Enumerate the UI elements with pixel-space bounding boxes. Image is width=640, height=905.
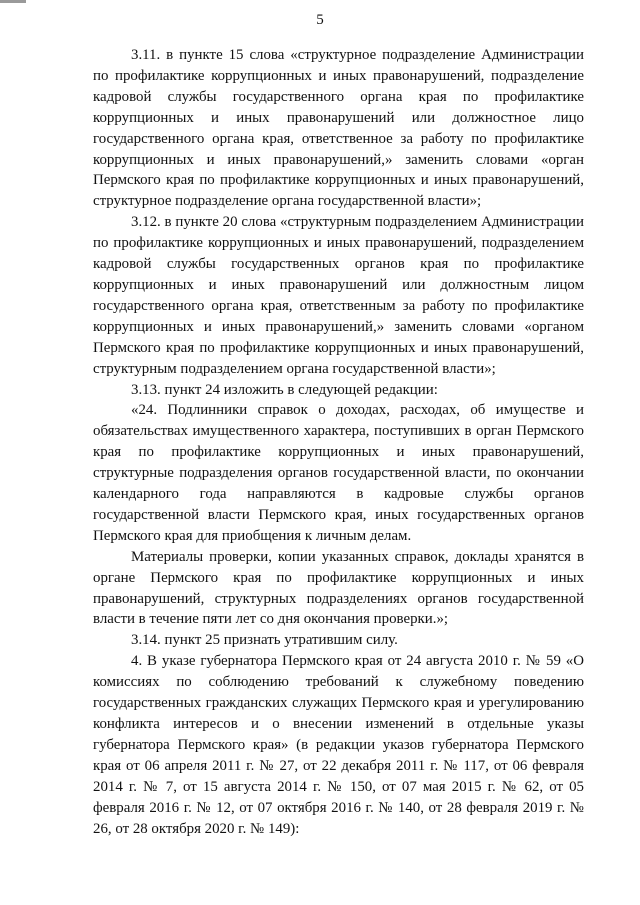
paragraph-3-14: 3.14. пункт 25 признать утратившим силу.	[131, 632, 398, 649]
scan-corner-mark	[0, 0, 26, 3]
page-number: 5	[316, 12, 324, 28]
paragraph-3-12: 3.12. в пункте 20 слова «структурным подразделением Администрации по профилактике коррупционных и иных правонарушений, подразделением кадровой службы государственных органов края по профилактике коррупционных и иных правонарушений или должностным лицом государственного органа края, ответственным за работу по профилактике коррупционных и иных правонарушений,» заменить словами «органом Пермского края по профилактике коррупционных и иных правонарушений, структурным подразделением органа государственной власти»;	[93, 214, 584, 377]
paragraph-materials: Материалы проверки, копии указанных справок, доклады хранятся в органе Пермского края по профилактике коррупционных и иных правонарушений, структурных подразделениях органов государственной власти в течение пяти лет со дня окончания проверки.»;	[93, 548, 584, 628]
paragraph-4: 4. В указе губернатора Пермского края от 24 августа 2010 г. № 59 «О комиссиях по соблюдению требований к служебному поведению государственных гражданских служащих Пермского края и урегулированию конфликта интересов и о внесении изменений в отдельные указы губернатора Пермского края» (в редакции указов губернатора Пермского края от 06 апреля 2011 г. № 27, от 22 декабря 2011 г. № 117, от 06 февраля 2014 г. № 7, от 15 августа 2014 г. № 150, от 07 мая 2015 г. № 62, от 05 февраля 2016 г. № 12, от 07 октября 2016 г. № 140, от 28 февраля 2019 г. № 26, от 28 октября 2020 г. № 149):	[93, 653, 584, 837]
document-body	[93, 45, 584, 839]
paragraph-3-13: 3.13. пункт 24 изложить в следующей редакции:	[131, 381, 438, 398]
paragraph-3-11: 3.11. в пункте 15 слова «структурное подразделение Администрации по профилактике коррупционных и иных правонарушений, подразделение кадровой службы государственного органа края по профилактике коррупционных и иных правонарушений или должностное лицо государственного органа края, ответственное за работу по профилактике коррупционных и иных правонарушений,» заменить словами «орган Пермского края по профилактике коррупционных и иных правонарушений, структурное подразделение органа государственной власти»;	[93, 47, 584, 210]
paragraph-24-text: «24. Подлинники справок о доходах, расходах, об имуществе и обязательствах имущественного характера, поступивших в орган Пермского края по профилактике коррупционных и иных правонарушений, структурные подразделения органов государственной власти, по окончании календарного года направляются в кадровые службы органов государственной власти Пермского края, иных государственных органов Пермского края для приобщения к личным делам.	[93, 402, 584, 544]
